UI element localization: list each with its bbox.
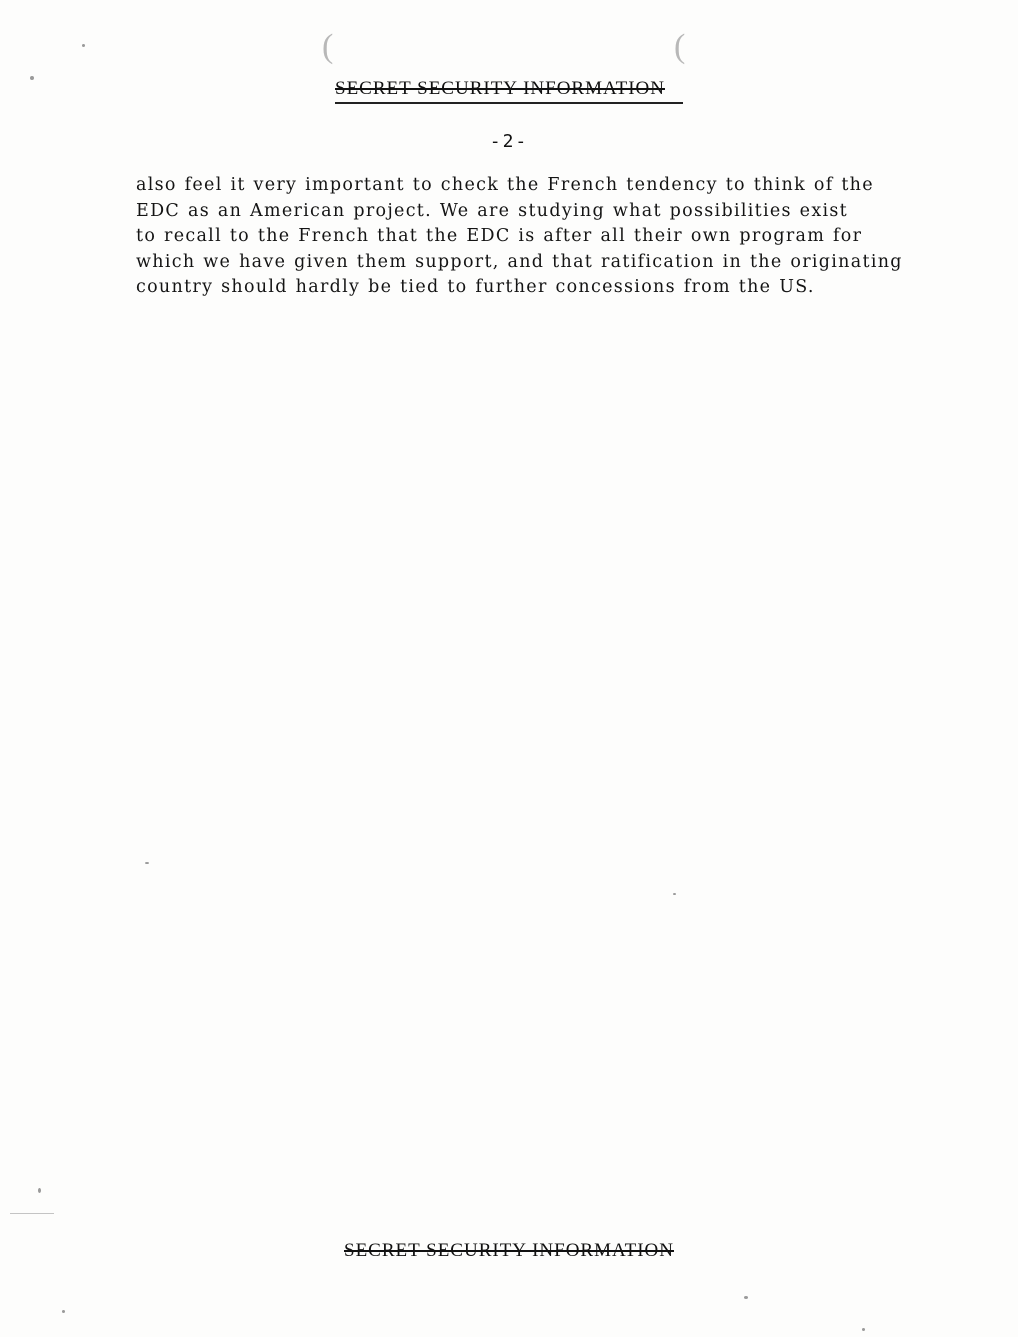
header-classification-text: SECRET SECURITY INFORMATION	[335, 78, 683, 104]
scan-speck	[145, 862, 149, 864]
body-line: which we have given them support, and that ratification in the originating	[136, 251, 903, 272]
footer-classification-text: SECRET SECURITY INFORMATION	[344, 1240, 674, 1261]
body-paragraph	[136, 173, 936, 301]
scan-streak	[10, 1213, 54, 1214]
footer-classification-marking	[0, 1240, 1018, 1264]
scan-speck	[862, 1328, 865, 1331]
scan-speck	[82, 44, 85, 47]
body-line: also feel it very important to check the French tendency to think of the	[136, 175, 874, 195]
scan-speck	[62, 1310, 65, 1313]
scan-speck	[744, 1296, 748, 1299]
body-line: country should hardly be tied to further concessions from the US.	[136, 277, 815, 297]
scan-speck	[673, 893, 676, 895]
scan-speck	[30, 76, 34, 80]
scan-speck	[38, 1188, 41, 1193]
page-number: -2-	[489, 131, 529, 152]
header-classification-marking	[0, 78, 1018, 104]
punch-hole-mark-right: (	[674, 28, 686, 65]
punch-hole-mark-left: (	[322, 28, 334, 65]
body-line: to recall to the French that the EDC is after all their own program for	[136, 226, 863, 246]
body-line: EDC as an American project. We are studying what possibilities exist	[136, 200, 849, 221]
